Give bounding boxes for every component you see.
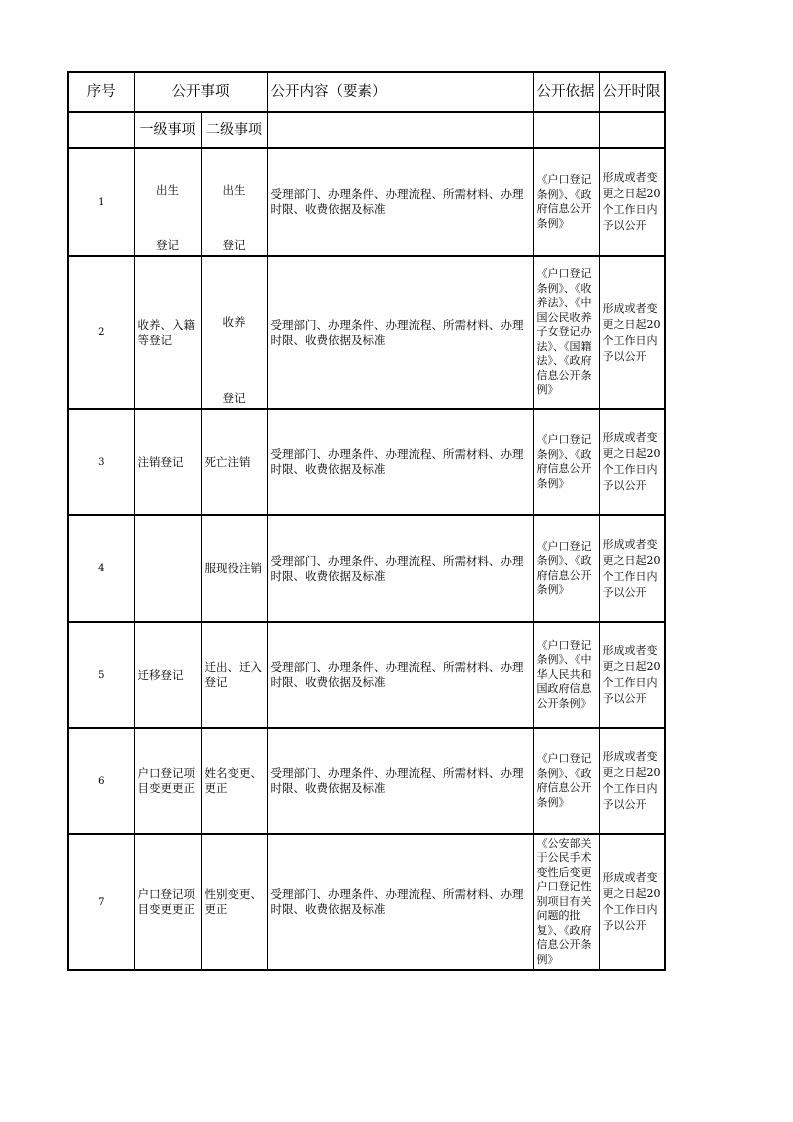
row-content: 受理部门、办理条件、办理流程、所需材料、办理时限、收费依据及标准: [267, 728, 533, 834]
row-time: 形成或者变更之日起20个工作日内予以公开: [599, 515, 665, 622]
row-basis: 《公安部关于公民手术变性后变更户口登记性别项目有关问题的批复》、《政府信息公开条例》: [533, 834, 599, 970]
row-level1-bottom: 登记: [156, 238, 179, 252]
subheader-level1: 一级事项: [134, 112, 201, 148]
subheader-empty-time: [599, 112, 665, 148]
table-row: [68, 409, 665, 515]
row-level2-bottom: 登记: [222, 391, 246, 405]
row-level2: 迁出、迁入登记: [201, 622, 267, 728]
row-basis: 《户口登记条例》、《政府信息公开条例》: [533, 515, 599, 622]
subheader-empty-content: [267, 112, 533, 148]
subheader-empty-basis: [533, 112, 599, 148]
row-basis: 《户口登记条例》、《政府信息公开条例》: [533, 409, 599, 515]
row-level2-bottom: 登记: [222, 238, 246, 252]
header-content: 公开内容（要素）: [267, 72, 533, 112]
row-content: 受理部门、办理条件、办理流程、所需材料、办理时限、收费依据及标准: [267, 834, 533, 970]
row-seq: 1: [68, 148, 134, 256]
table-row: [68, 622, 665, 728]
row-basis: 《户口登记条例》、《政府信息公开条例》: [533, 728, 599, 834]
subheader-level2: 二级事项: [201, 112, 267, 148]
row-level1: 注销登记: [134, 409, 201, 515]
row-level1: 收养、入籍等登记: [134, 256, 201, 409]
table-row: [68, 728, 665, 834]
row-basis: 《户口登记条例》、《收养法》、《中国公民收养子女登记办法》、《国籍法》、《政府信息公开条例》: [533, 256, 599, 409]
row-seq: 6: [68, 728, 134, 834]
header-time: 公开时限: [599, 72, 665, 112]
row-time: 形成或者变更之日起20个工作日内予以公开: [599, 622, 665, 728]
row-level1: 户口登记项目变更更正: [134, 834, 201, 970]
row-time: 形成或者变更之日起20个工作日内予以公开: [599, 409, 665, 515]
row-time: 形成或者变更之日起20个工作日内予以公开: [599, 834, 665, 970]
row-level2: [201, 148, 267, 256]
row-level2: [201, 256, 267, 409]
row-level1: [134, 515, 201, 622]
row-level1: 户口登记项目变更更正: [134, 728, 201, 834]
subheader-empty-seq: [68, 112, 134, 148]
row-level2: 死亡注销: [201, 409, 267, 515]
table-row: [68, 148, 665, 256]
row-level2: 性别变更、更正: [201, 834, 267, 970]
row-level1: [134, 148, 201, 256]
row-seq: 3: [68, 409, 134, 515]
disclosure-table: [67, 71, 666, 971]
row-level2: 服现役注销: [201, 515, 267, 622]
row-seq: 7: [68, 834, 134, 970]
row-level1: 迁移登记: [134, 622, 201, 728]
row-content: 受理部门、办理条件、办理流程、所需材料、办理时限、收费依据及标准: [267, 515, 533, 622]
header-seq: 序号: [68, 72, 134, 112]
row-content: 受理部门、办理条件、办理流程、所需材料、办理时限、收费依据及标准: [267, 148, 533, 256]
row-seq: 5: [68, 622, 134, 728]
header-item: 公开事项: [134, 72, 267, 112]
row-content: 受理部门、办理条件、办理流程、所需材料、办理时限、收费依据及标准: [267, 256, 533, 409]
row-seq: 2: [68, 256, 134, 409]
row-level2-top: 出生: [222, 183, 246, 197]
table-row: [68, 515, 665, 622]
table-row: [68, 834, 665, 970]
row-time: 形成或者变更之日起20个工作日内予以公开: [599, 728, 665, 834]
row-content: 受理部门、办理条件、办理流程、所需材料、办理时限、收费依据及标准: [267, 409, 533, 515]
row-level2: 姓名变更、更正: [201, 728, 267, 834]
header-row: [68, 72, 665, 112]
table-row: [68, 256, 665, 409]
subheader-row: [68, 112, 665, 148]
row-level2-top: 收养: [222, 315, 246, 329]
row-basis: 《户口登记条例》、《政府信息公开条例》: [533, 148, 599, 256]
row-level1-top: 出生: [156, 183, 179, 197]
row-seq: 4: [68, 515, 134, 622]
header-basis: 公开依据: [533, 72, 599, 112]
row-time: 形成或者变更之日起20个工作日内予以公开: [599, 256, 665, 409]
row-content: 受理部门、办理条件、办理流程、所需材料、办理时限、收费依据及标准: [267, 622, 533, 728]
row-basis: 《户口登记条例》、《中华人民共和国政府信息公开条例》: [533, 622, 599, 728]
row-time: 形成或者变更之日起20个工作日内予以公开: [599, 148, 665, 256]
